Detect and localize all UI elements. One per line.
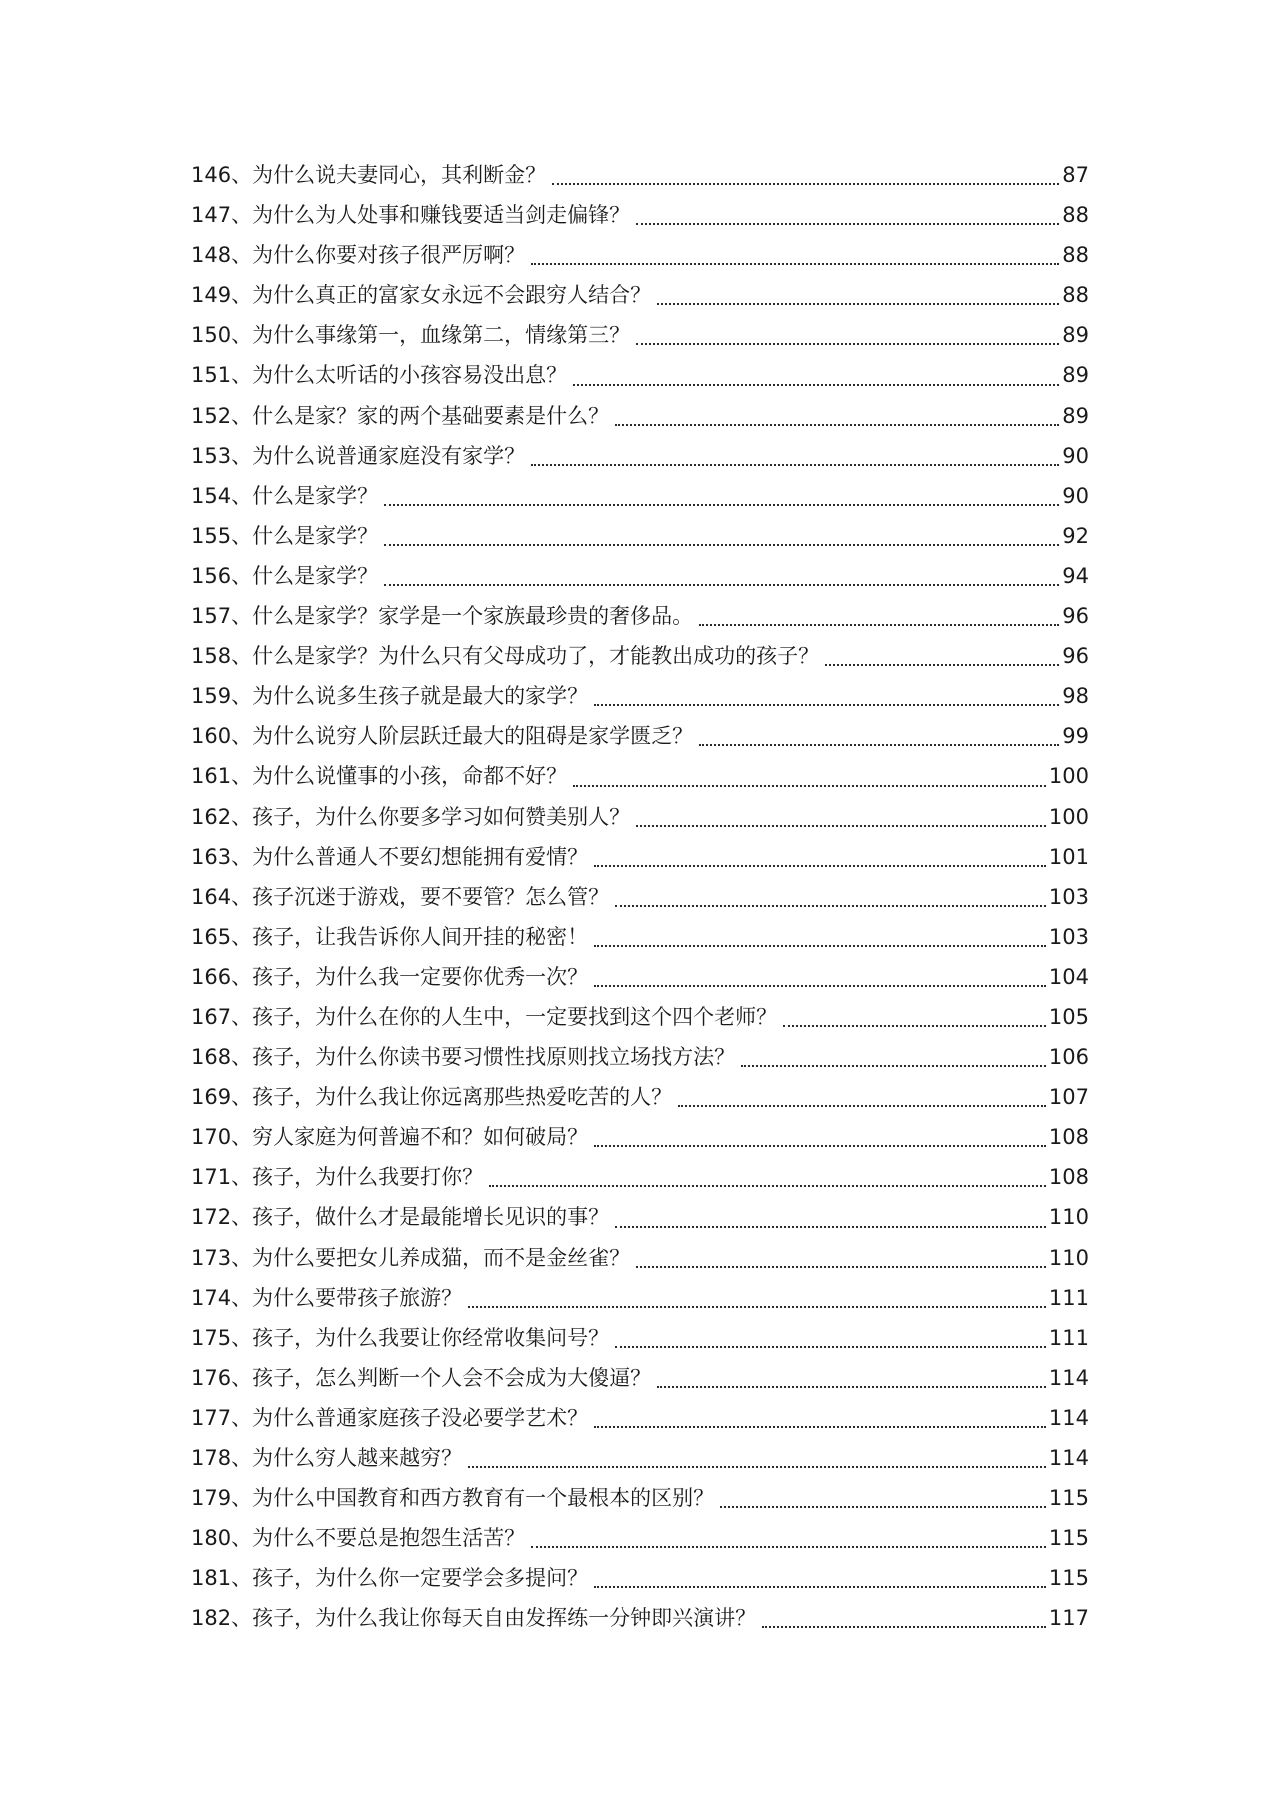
dot-leader — [615, 1345, 1046, 1348]
toc-entry[interactable] — [191, 596, 1089, 636]
toc-entry-title: 182、孩子，为什么我让你每天自由发挥练一分钟即兴演讲？ — [191, 1606, 757, 1631]
toc-entry-title: 161、为什么说懂事的小孩，命都不好？ — [191, 764, 568, 789]
toc-entry-title: 174、为什么要带孩子旅游？ — [191, 1285, 463, 1310]
dot-leader — [594, 984, 1046, 987]
dot-leader — [699, 743, 1059, 746]
dot-leader — [594, 1425, 1046, 1428]
toc-entry-page-number: 114 — [1048, 1446, 1089, 1470]
toc-entry-title: 181、孩子，为什么你一定要学会多提问？ — [191, 1566, 589, 1591]
toc-entry[interactable] — [191, 195, 1089, 235]
toc-entry[interactable] — [191, 1117, 1089, 1157]
toc-entry-page-number: 110 — [1048, 1245, 1089, 1270]
toc-entry[interactable] — [191, 1478, 1089, 1518]
dot-leader — [636, 222, 1059, 225]
toc-entry-page-number: 115 — [1048, 1486, 1089, 1511]
toc-entry[interactable] — [191, 235, 1089, 275]
toc-entry-title: 178、为什么穷人越来越穷？ — [191, 1446, 463, 1470]
toc-entry[interactable] — [191, 716, 1089, 756]
toc-entry-title: 153、为什么说普通家庭没有家学？ — [191, 443, 526, 468]
toc-entry[interactable] — [191, 1518, 1089, 1558]
dot-leader — [594, 944, 1046, 947]
toc-entry-title: 175、孩子，为什么我要让你经常收集问号？ — [191, 1325, 610, 1350]
toc-entry[interactable] — [191, 1438, 1089, 1478]
toc-entry-page-number: 117 — [1048, 1606, 1089, 1631]
toc-entry-page-number: 89 — [1062, 363, 1089, 388]
toc-entry-title: 180、为什么不要总是抱怨生活苦？ — [191, 1526, 526, 1551]
toc-entry-page-number: 90 — [1062, 443, 1089, 468]
toc-entry[interactable] — [191, 275, 1089, 315]
toc-entry-page-number: 98 — [1062, 684, 1089, 709]
toc-entry-title: 169、孩子，为什么我让你远离那些热爱吃苦的人？ — [191, 1085, 673, 1110]
dot-leader — [783, 1024, 1046, 1027]
toc-entry-title: 170、穷人家庭为何普遍不和？如何破局？ — [191, 1125, 589, 1150]
toc-entry[interactable] — [191, 1318, 1089, 1358]
dot-leader — [615, 904, 1046, 907]
toc-entry-title: 152、什么是家？家的两个基础要素是什么？ — [191, 403, 610, 428]
dot-leader — [636, 1265, 1046, 1268]
toc-entry-page-number: 96 — [1062, 604, 1089, 629]
dot-leader — [699, 623, 1059, 626]
dot-leader — [762, 1625, 1046, 1628]
toc-entry[interactable] — [191, 1238, 1089, 1278]
dot-leader — [678, 1104, 1046, 1107]
toc-entry-title: 150、为什么事缘第一，血缘第二，情缘第三？ — [191, 323, 631, 348]
toc-entry[interactable] — [191, 516, 1089, 556]
toc-entry-page-number: 106 — [1048, 1045, 1089, 1070]
toc-entry[interactable] — [191, 556, 1089, 596]
toc-entry-title: 146、为什么说夫妻同心，其利断金？ — [191, 163, 547, 187]
toc-entry-title: 155、什么是家学？ — [191, 523, 379, 548]
toc-entry-page-number: 87 — [1062, 163, 1089, 187]
toc-entry[interactable] — [191, 676, 1089, 716]
dot-leader — [552, 182, 1059, 185]
dot-leader — [489, 1184, 1046, 1187]
toc-entry-page-number: 115 — [1048, 1526, 1089, 1551]
toc-entry-page-number: 103 — [1048, 884, 1089, 909]
toc-entry-title: 158、什么是家学？为什么只有父母成功了，才能教出成功的孩子？ — [191, 644, 820, 669]
table-of-contents — [191, 155, 1089, 1638]
dot-leader — [531, 1545, 1046, 1548]
toc-entry-page-number: 100 — [1048, 804, 1089, 829]
dot-leader — [384, 583, 1059, 586]
toc-entry-title: 162、孩子，为什么你要多学习如何赞美别人？ — [191, 804, 631, 829]
toc-entry[interactable] — [191, 1598, 1089, 1638]
toc-entry-title: 148、为什么你要对孩子很严厉啊？ — [191, 243, 526, 268]
toc-entry-page-number: 88 — [1062, 283, 1089, 308]
toc-entry[interactable] — [191, 355, 1089, 395]
dot-leader — [720, 1505, 1046, 1508]
toc-entry-page-number: 101 — [1048, 844, 1089, 869]
toc-entry-title: 157、什么是家学？家学是一个家族最珍贵的奢侈品。 — [191, 604, 694, 629]
toc-entry-title: 156、什么是家学？ — [191, 563, 379, 588]
toc-entry-title: 167、孩子，为什么在你的人生中，一定要找到这个四个老师？ — [191, 1004, 778, 1029]
toc-entry-page-number: 88 — [1062, 243, 1089, 268]
dot-leader — [531, 463, 1059, 466]
dot-leader — [741, 1064, 1046, 1067]
toc-entry-page-number: 100 — [1048, 764, 1089, 789]
dot-leader — [615, 1225, 1046, 1228]
toc-entry[interactable] — [191, 476, 1089, 516]
toc-entry-page-number: 115 — [1048, 1566, 1089, 1591]
toc-entry[interactable] — [191, 1077, 1089, 1117]
toc-entry-title: 163、为什么普通人不要幻想能拥有爱情？ — [191, 844, 589, 869]
toc-entry[interactable] — [191, 1558, 1089, 1598]
toc-entry-page-number: 96 — [1062, 644, 1089, 669]
toc-entry-page-number: 111 — [1048, 1325, 1089, 1350]
toc-entry[interactable] — [191, 837, 1089, 877]
toc-entry[interactable] — [191, 1398, 1089, 1438]
toc-entry[interactable] — [191, 1157, 1089, 1197]
dot-leader — [573, 383, 1059, 386]
toc-entry-page-number: 107 — [1048, 1085, 1089, 1110]
toc-entry-page-number: 92 — [1062, 523, 1089, 548]
toc-entry-page-number: 108 — [1048, 1165, 1089, 1190]
toc-entry[interactable] — [191, 957, 1089, 997]
toc-entry-page-number: 89 — [1062, 323, 1089, 348]
toc-entry-page-number: 94 — [1062, 563, 1089, 588]
dot-leader — [531, 262, 1059, 265]
toc-entry[interactable] — [191, 636, 1089, 676]
toc-entry-page-number: 90 — [1062, 483, 1089, 508]
toc-entry[interactable] — [191, 436, 1089, 476]
dot-leader — [573, 784, 1046, 787]
dot-leader — [594, 1585, 1046, 1588]
toc-entry-title: 166、孩子，为什么我一定要你优秀一次？ — [191, 964, 589, 989]
toc-entry-page-number: 99 — [1062, 724, 1089, 749]
toc-entry[interactable] — [191, 315, 1089, 355]
dot-leader — [594, 864, 1046, 867]
toc-entry[interactable] — [191, 797, 1089, 837]
dot-leader — [468, 1305, 1046, 1308]
toc-entry-title: 173、为什么要把女儿养成猫，而不是金丝雀？ — [191, 1245, 631, 1270]
toc-entry-title: 177、为什么普通家庭孩子没必要学艺术？ — [191, 1405, 589, 1430]
toc-entry-title: 151、为什么太听话的小孩容易没出息？ — [191, 363, 568, 388]
dot-leader — [384, 503, 1059, 506]
toc-entry-page-number: 104 — [1048, 964, 1089, 989]
toc-entry[interactable] — [191, 396, 1089, 436]
toc-entry[interactable] — [191, 756, 1089, 796]
toc-entry[interactable] — [191, 1358, 1089, 1398]
dot-leader — [594, 703, 1059, 706]
toc-entry-page-number: 88 — [1062, 203, 1089, 228]
toc-entry-page-number: 105 — [1048, 1004, 1089, 1029]
toc-entry-title: 165、孩子，让我告诉你人间开挂的秘密！ — [191, 924, 589, 949]
toc-entry[interactable] — [191, 155, 1089, 195]
toc-entry[interactable] — [191, 1197, 1089, 1237]
dot-leader — [615, 423, 1059, 426]
toc-entry-page-number: 114 — [1048, 1365, 1089, 1390]
dot-leader — [468, 1465, 1046, 1468]
dot-leader — [657, 302, 1059, 305]
toc-entry-title: 171、孩子，为什么我要打你？ — [191, 1165, 484, 1190]
dot-leader — [825, 663, 1059, 666]
dot-leader — [657, 1385, 1046, 1388]
toc-entry[interactable] — [191, 997, 1089, 1037]
toc-entry-page-number: 111 — [1048, 1285, 1089, 1310]
toc-entry-title: 160、为什么说穷人阶层跃迁最大的阻碍是家学匮乏？ — [191, 724, 694, 749]
dot-leader — [636, 342, 1059, 345]
toc-entry-title: 172、孩子，做什么才是最能增长见识的事？ — [191, 1205, 610, 1230]
toc-entry-page-number: 89 — [1062, 403, 1089, 428]
dot-leader — [384, 543, 1059, 546]
toc-entry-page-number: 114 — [1048, 1405, 1089, 1430]
toc-entry[interactable] — [191, 917, 1089, 957]
toc-entry[interactable] — [191, 877, 1089, 917]
toc-entry[interactable] — [191, 1278, 1089, 1318]
toc-entry-title: 149、为什么真正的富家女永远不会跟穷人结合？ — [191, 283, 652, 308]
toc-entry-title: 164、孩子沉迷于游戏，要不要管？怎么管？ — [191, 884, 610, 909]
dot-leader — [594, 1144, 1046, 1147]
toc-entry-page-number: 110 — [1048, 1205, 1089, 1230]
dot-leader — [636, 824, 1046, 827]
toc-entry-title: 168、孩子，为什么你读书要习惯性找原则找立场找方法？ — [191, 1045, 736, 1070]
toc-entry-page-number: 103 — [1048, 924, 1089, 949]
toc-entry-title: 176、孩子，怎么判断一个人会不会成为大傻逼？ — [191, 1365, 652, 1390]
toc-entry[interactable] — [191, 1037, 1089, 1077]
toc-entry-title: 159、为什么说多生孩子就是最大的家学？ — [191, 684, 589, 709]
toc-entry-page-number: 108 — [1048, 1125, 1089, 1150]
toc-entry-title: 154、什么是家学？ — [191, 483, 379, 508]
toc-entry-title: 147、为什么为人处事和赚钱要适当剑走偏锋？ — [191, 203, 631, 228]
toc-entry-title: 179、为什么中国教育和西方教育有一个最根本的区别？ — [191, 1486, 715, 1511]
